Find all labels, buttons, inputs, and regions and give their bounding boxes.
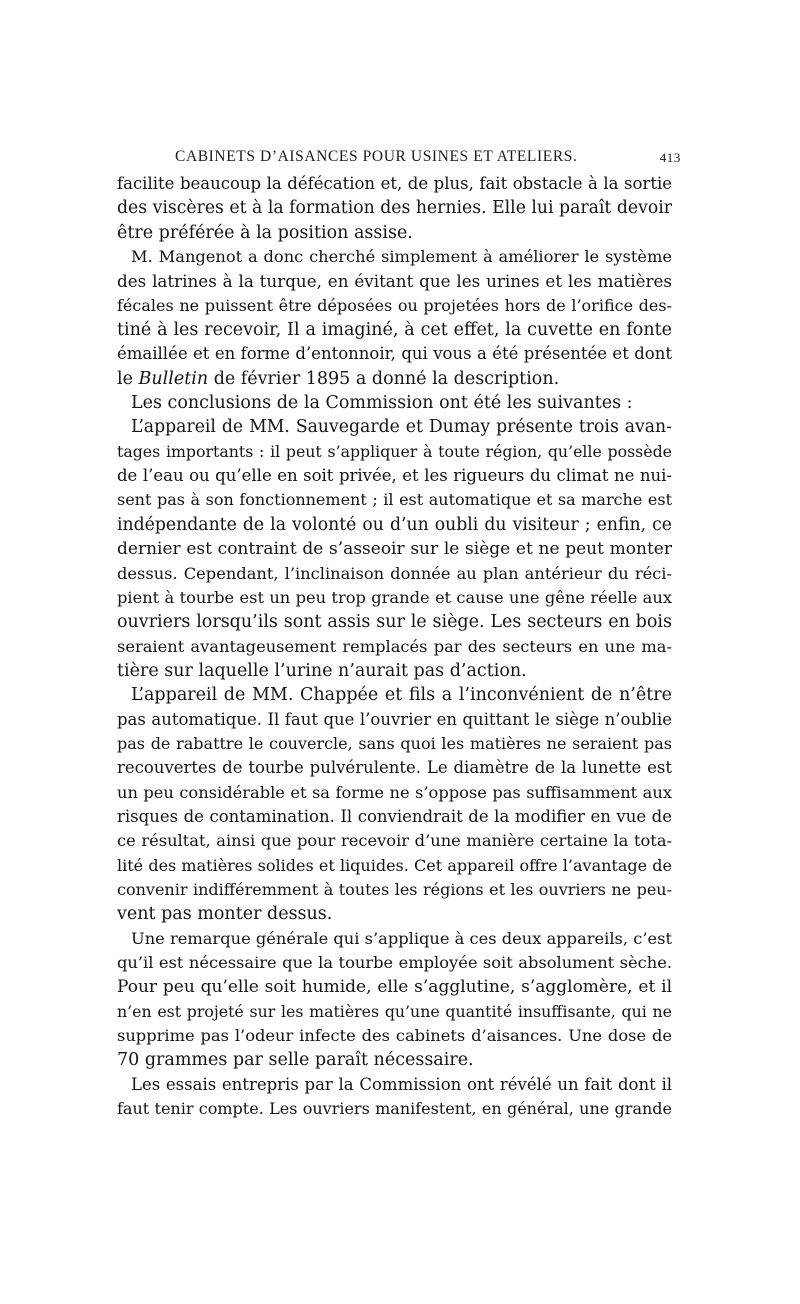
text-line: Les conclusions de la Commission ont été les suivantes :: [131, 393, 633, 414]
text-line: risques de contamination. Il conviendrait de la modifier en vue de: [117, 806, 672, 826]
text-line: Les essais entrepris par la Commission ont révélé un fait dont il: [131, 1074, 672, 1094]
text-line: vent pas monter dessus.: [117, 904, 333, 925]
text-line: indépendante de la volonté ou d’un oubli du visiteur ; enfin, ce: [117, 514, 672, 535]
text-fragment: le: [117, 368, 139, 389]
running-head: [117, 148, 689, 170]
text-line: fécales ne puissent être déposées ou projetées hors de l’orifice des-: [117, 295, 672, 315]
text-line: 70 grammes par selle paraît nécessaire.: [117, 1050, 474, 1071]
text-line: sent pas à son fonctionnement ; il est automatique et sa marche est: [117, 490, 672, 510]
text-line: un peu considérable et sa forme ne s’oppose pas suffisamment aux: [117, 782, 672, 802]
text-line: faut tenir compte. Les ouvriers manifestent, en général, une grande: [117, 1099, 672, 1119]
text-line: de l’eau ou qu’elle en soit privée, et les rigueurs du climat ne nui-: [117, 466, 672, 486]
text-line: qu’il est nécessaire que la tourbe employée soit absolument sèche.: [117, 953, 672, 972]
text-line: [117, 367, 672, 391]
text-line: pas automatique. Il faut que l’ouvrier en quittant le siège n’oublie: [117, 709, 672, 729]
text-line: pient à tourbe est un peu trop grande et cause une gêne réelle aux: [117, 587, 672, 607]
running-head-title: CABINETS D’AISANCES POUR USINES ET ATELIERS.: [175, 148, 578, 165]
text-line: M. Mangenot a donc cherché simplement à améliorer le système: [131, 247, 672, 267]
text-line: facilite beaucoup la défécation et, de plus, fait obstacle à la sortie: [117, 174, 672, 193]
text-line: tière sur laquelle l’urine n’aurait pas d’action.: [117, 660, 527, 681]
text-line: lité des matières solides et liquides. Cet appareil offre l’avantage de: [117, 855, 672, 875]
text-line: des latrines à la turque, en évitant que les urines et les matières: [117, 271, 672, 292]
body-text: [117, 172, 672, 1121]
text-line: recouvertes de tourbe pulvérulente. Le diamètre de la lunette est: [117, 758, 672, 778]
text-line: ce résultat, ainsi que pour recevoir d’une manière certaine la tota-: [117, 831, 672, 851]
page-number: 413: [659, 150, 681, 165]
text-line: convenir indifféremment à toutes les régions et les ouvriers ne peu-: [117, 879, 672, 899]
text-fragment: de février 1895 a donné la description.: [208, 368, 560, 389]
text-line: des viscères et à la formation des hernies. Elle lui paraît devoir: [117, 198, 672, 219]
text-line: être préférée à la position assise.: [117, 222, 413, 243]
text-line: L’appareil de MM. Sauvegarde et Dumay présente trois avan-: [131, 417, 672, 438]
text-line: supprime pas l’odeur infecte des cabinets d’aisances. Une dose de: [117, 1026, 672, 1046]
text-line: ouvriers lorsqu’ils sont assis sur le siège. Les secteurs en bois: [117, 612, 672, 633]
text-line: pas de rabattre le couvercle, sans quoi les matières ne seraient pas: [117, 733, 672, 753]
text-line: L’appareil de MM. Chappée et fils a l’inconvénient de n’être: [131, 685, 672, 706]
text-line: dernier est contraint de s’asseoir sur le siège et ne peut monter: [117, 539, 672, 560]
text-line: n’en est projeté sur les matières qu’une quantité insuffisante, qui ne: [117, 1001, 672, 1021]
text-line: seraient avantageusement remplacés par des secteurs en une ma-: [117, 636, 672, 656]
text-line: émaillée et en forme d’entonnoir, qui vous a été présentée et dont: [117, 344, 672, 364]
text-line: tages importants : il peut s’appliquer à toute région, qu’elle possède: [117, 441, 672, 461]
text-line: tiné à les recevoir, Il a imaginé, à cet effet, la cuvette en fonte: [117, 320, 672, 341]
text-line: Pour peu qu’elle soit humide, elle s’agglutine, s’agglomère, et il: [117, 977, 672, 998]
text-line: dessus. Cependant, l’inclinaison donnée au plan antérieur du réci-: [117, 563, 672, 583]
bulletin-title: Bulletin: [138, 368, 209, 389]
text-line: Une remarque générale qui s’applique à ces deux appareils, c’est: [131, 928, 672, 948]
